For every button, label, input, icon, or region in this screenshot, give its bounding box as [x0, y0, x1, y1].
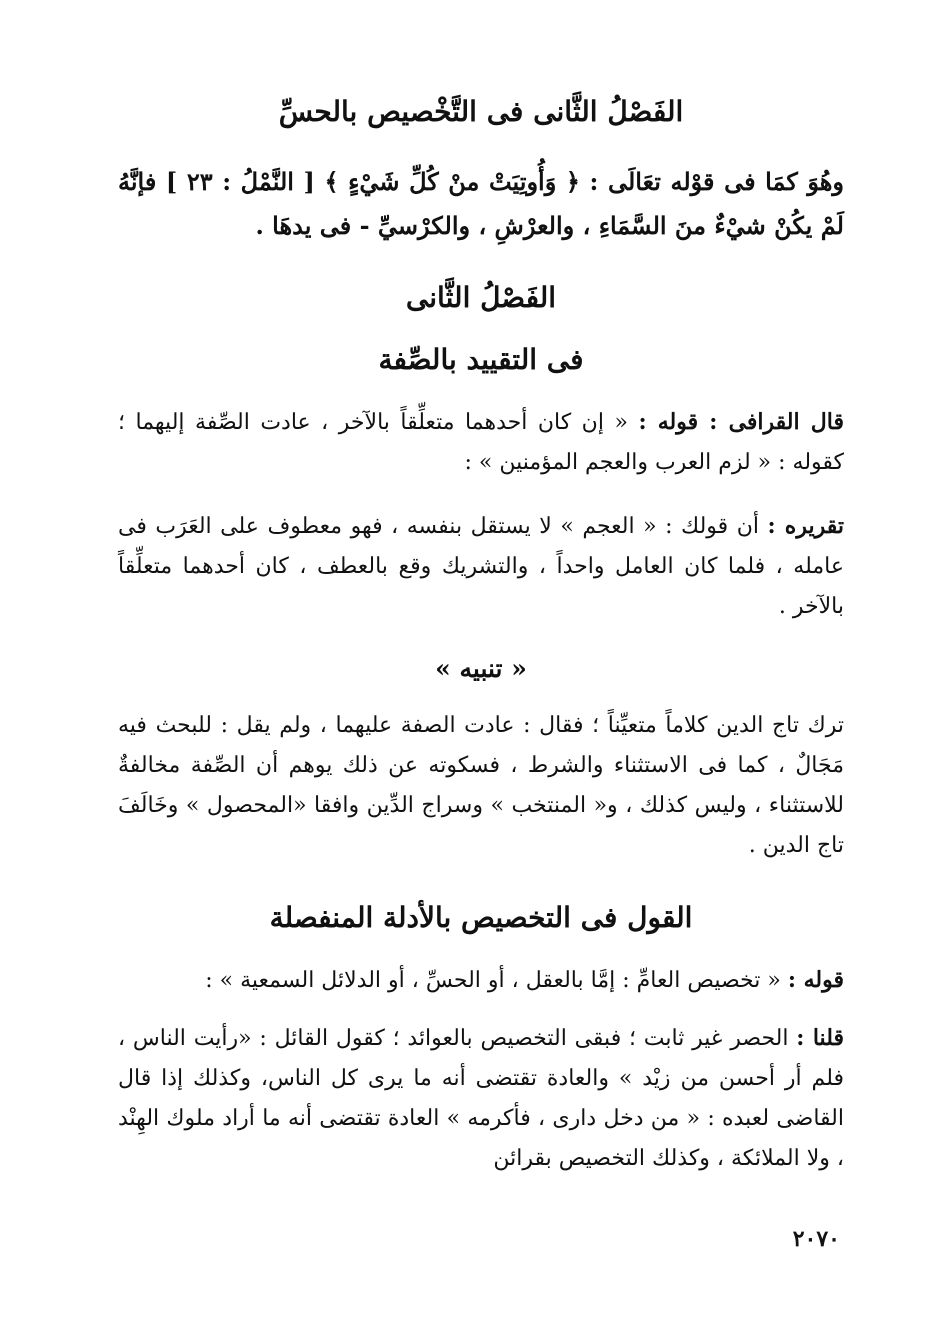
paragraph-body-text: الحصر غير ثابت ؛ فبقى التخصيص بالعوائد ؛ كقول القائل : «رأيت الناس ، فلم أر أحسن من زيْد » والعادة تقتضى أنه ما يرى كل الناس، وكذلك إذا قال القاضى لعبده : « من دخل دارى ، فأكرمه » العادة تقتضى أنه ما أراد ملوك الهِنْد ، ولا الملائكة ، وكذلك التخصيص بقرائن	[118, 1026, 844, 1171]
paragraph-response	[118, 1018, 844, 1179]
paragraph-lead-text: قال القرافى : قوله :	[638, 409, 844, 435]
paragraph-body-text: « إن كان أحدهما متعلِّقاً بالآخر ، عادت الصِّفة إليهما ؛ كقوله : « لزم العرب والعجم المؤمنين » :	[118, 410, 844, 475]
page-number: ٢٠٧٠	[792, 1226, 840, 1252]
paragraph-qarafi-statement	[118, 402, 844, 483]
paragraph-lead-text: قلنا :	[796, 1025, 844, 1051]
paragraph-body-text: « تخصيص العامِّ : إمَّا بالعقل ، أو الحسِّ ، أو الدلائل السمعية » :	[205, 968, 781, 993]
paragraph-explanation	[118, 506, 844, 627]
paragraph-general-specification	[118, 960, 844, 1001]
paragraph-body-text: أن قولك : « العجم » لا يستقل بنفسه ، فهو معطوف على العَرَب فى عامله ، فلما كان العامل واحداً ، والتشريك وقع بالعطف ، كان أحدهما متعلِّقاً بالآخر .	[118, 514, 844, 619]
chapter-heading-second: الفَصْلُ الثَّانى	[405, 281, 557, 314]
section-heading-restriction-by-attribute: فى التقييد بالصِّفة	[378, 343, 584, 376]
paragraph-notice-body: ترك تاج الدين كلاماً متعيِّناً ؛ فقال : عادت الصفة عليهما ، ولم يقل : للبحث فيه مَجَالٌ ، كما فى الاستثناء والشرط ، فسكوته عن ذلك يوهم أن الصِّفة مخالفةٌ للاستثناء ، وليس كذلك ، و« المنتخب » وسراج الدِّين وافقا «المحصول » وخَالَفَ تاج الدين .	[118, 713, 844, 858]
paragraph-quran-verse: وهُوَ كمَا فى قوْله تعَالَى : ﴿ وَأُوتِيَتْ منْ كُلِّ شَيْءٍ ﴾ [ النَّمْلُ : ٢٣ ] فإنَّهُ لَمْ يكُنْ شيْءٌ منَ السَّمَاءِ ، والعرْشِ ، والكرْسيِّ - فى يدهَا .	[118, 167, 844, 240]
section-heading-separate-evidence: القول فى التخصيص بالأدلة المنفصلة	[269, 901, 693, 934]
paragraph-lead-text: قوله :	[787, 967, 844, 993]
paragraph-lead-text: تقريره :	[767, 513, 844, 539]
section-heading-notice: « تنبيه »	[435, 654, 527, 683]
chapter-heading-specification-by-sense: الفَصْلُ الثَّانى فى التَّخْصيص بالحسِّ	[278, 95, 684, 128]
